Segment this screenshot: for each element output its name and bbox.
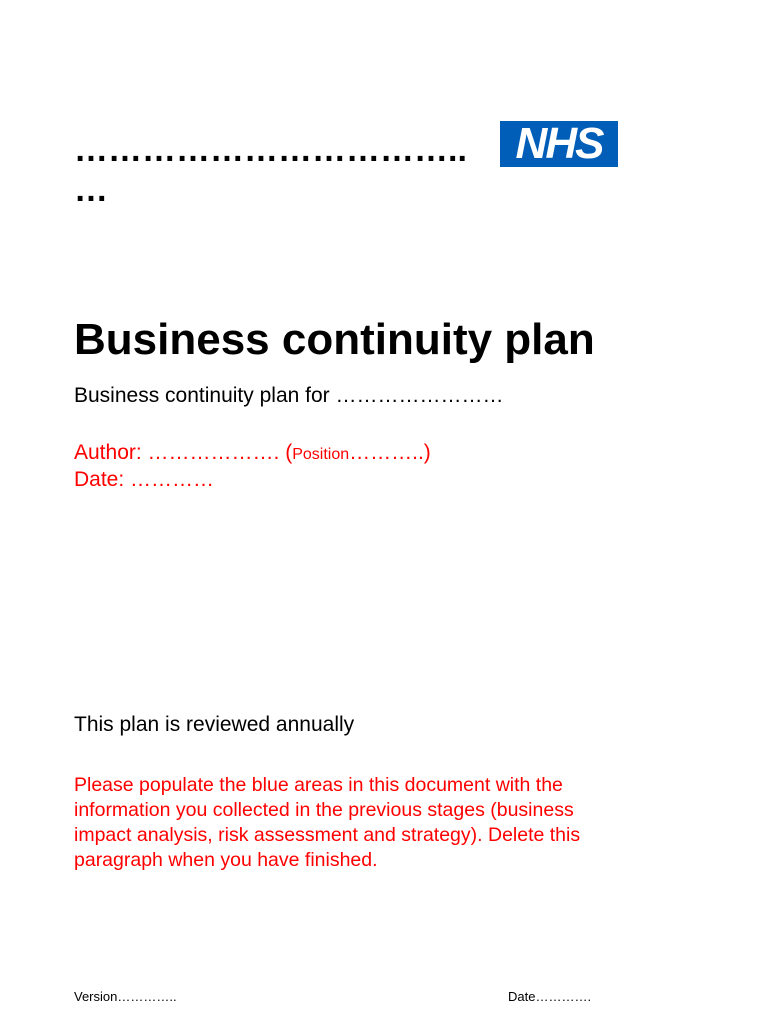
nhs-logo bbox=[500, 121, 618, 167]
organisation-line-2: … bbox=[74, 171, 108, 209]
date-line: Date: ………… bbox=[74, 468, 215, 491]
footer-version: Version………….. bbox=[74, 989, 177, 1004]
author-line bbox=[74, 439, 431, 469]
instructions-line-4: paragraph when you have finished. bbox=[74, 849, 378, 871]
review-note: This plan is reviewed annually bbox=[74, 713, 355, 736]
author-prefix: Author: ………………. ( bbox=[74, 441, 293, 464]
instructions-line-3: impact analysis, risk assessment and strategy). Delete this bbox=[74, 824, 581, 846]
document-subtitle: Business continuity plan for …………………… bbox=[74, 384, 504, 407]
organisation-name-placeholder bbox=[74, 130, 467, 210]
footer-date: Date…………. bbox=[508, 989, 592, 1004]
organisation-line-1: …………………………….. bbox=[74, 131, 467, 169]
author-position-label: Position bbox=[292, 446, 350, 463]
instructions-paragraph bbox=[74, 773, 694, 873]
nhs-logo-text: NHS bbox=[515, 119, 603, 168]
instructions-line-1: Please populate the blue areas in this document with the bbox=[74, 774, 563, 796]
instructions-line-2: information you collected in the previous stages (business bbox=[74, 799, 574, 821]
document-title: Business continuity plan bbox=[74, 315, 595, 364]
author-suffix: ………..) bbox=[349, 441, 431, 464]
